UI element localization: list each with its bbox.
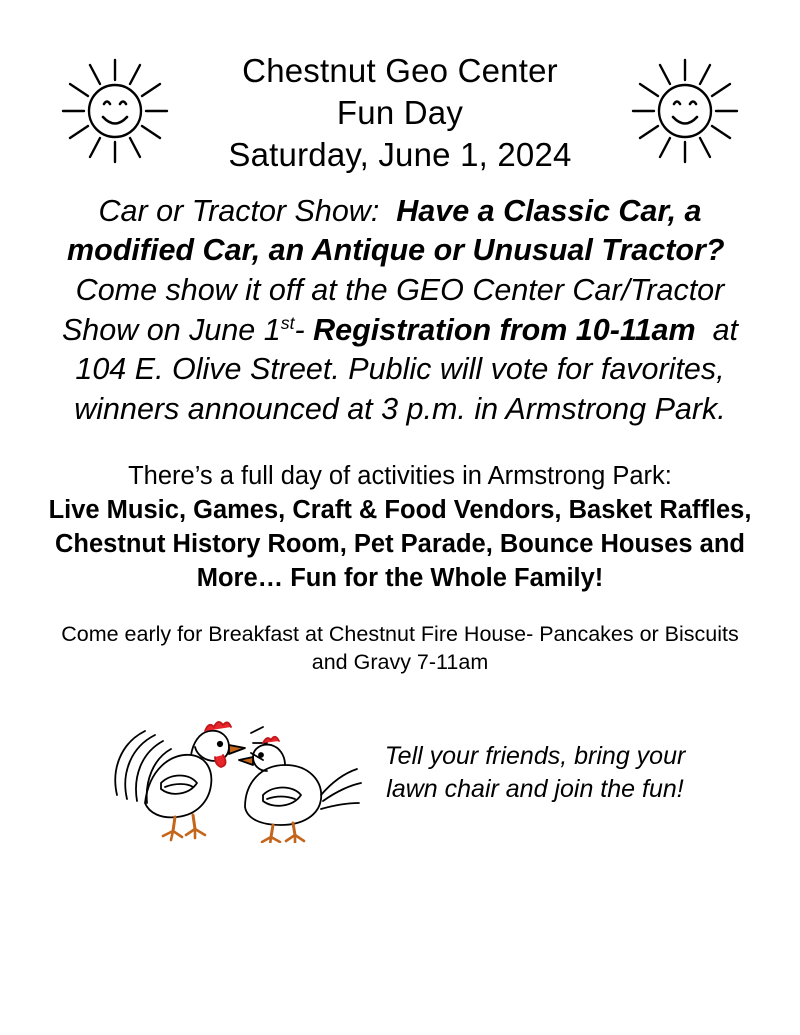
- flyer-footer: [40, 703, 760, 843]
- ordinal-suffix: st: [280, 312, 295, 333]
- car-show-bold-2: Registration from 10-11am: [313, 312, 696, 347]
- activities-lead: There’s a full day of activities in Armstrong Park:: [128, 462, 672, 491]
- car-show-paragraph: [40, 192, 760, 430]
- breakfast-paragraph: Come early for Breakfast at Chestnut Fire House- Pancakes or Biscuits and Gravy 7-11am: [61, 622, 739, 675]
- car-show-dash: -: [294, 312, 305, 347]
- sun-icon: [630, 56, 740, 166]
- title-line-1: Chestnut Geo Center: [242, 52, 558, 89]
- rooster-and-hen-illustration: [105, 703, 365, 843]
- car-show-text-2: at 104 E. Olive Street. Public will vote for favorites, winners announced at 3 p.m. in Armstrong Park.: [74, 312, 739, 426]
- car-show-text-1: Come show it off at the GEO Center Car/Tractor Show on June 1: [61, 273, 725, 347]
- flyer-header: [40, 34, 760, 176]
- car-show-bold-1: Have a Classic Car, a modified Car, an Antique or Unusual Tractor?: [66, 193, 725, 268]
- sun-icon: [60, 56, 170, 166]
- flyer-title: [228, 34, 571, 176]
- activities-list: Live Music, Games, Craft & Food Vendors, Basket Raffles, Chestnut History Room, Pet Parade, Bounce Houses and More… Fun for the Whole Family!: [48, 495, 752, 592]
- tell-friends-paragraph: Tell your friends, bring your lawn chair and join the fun!: [384, 742, 686, 804]
- title-line-3: Saturday, June 1, 2024: [228, 135, 572, 173]
- title-line-2: Fun Day: [336, 93, 464, 131]
- activities-paragraph: [40, 460, 760, 596]
- car-show-label: Car or Tractor Show:: [98, 193, 380, 228]
